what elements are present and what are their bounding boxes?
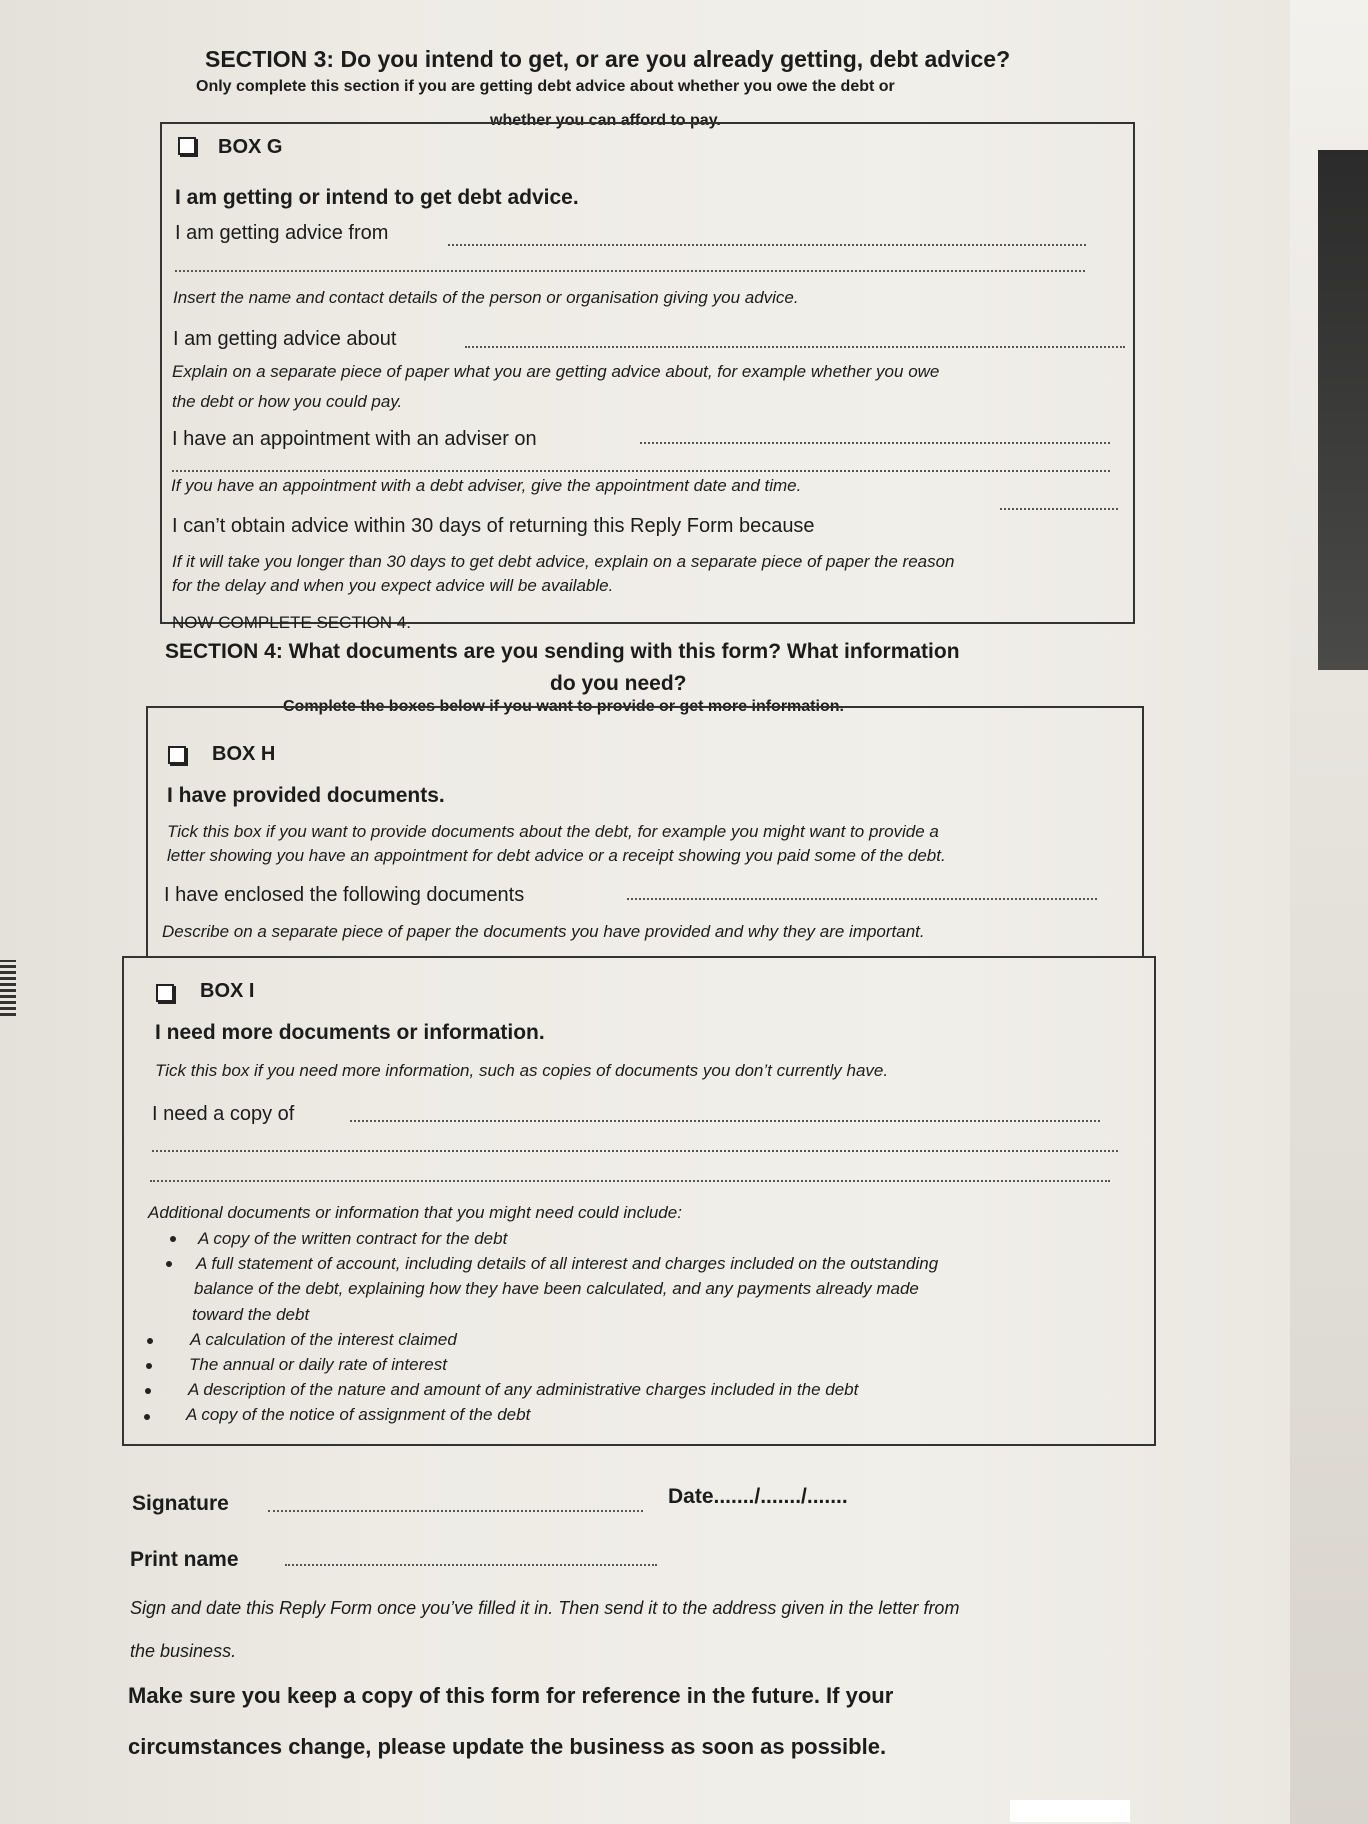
box-h-label: BOX H <box>212 743 276 765</box>
section4-title-line1: SECTION 4: What documents are you sending with this form? What information <box>165 640 960 663</box>
box-g-checkbox[interactable] <box>178 137 196 155</box>
now-complete-section4: NOW COMPLETE SECTION 4. <box>172 613 411 632</box>
section3-title: SECTION 3: Do you intend to get, or are you already getting, debt advice? <box>205 46 1011 72</box>
box-h-heading: I have provided documents. <box>167 784 445 807</box>
date-field[interactable]: Date......./......./....... <box>668 1485 848 1508</box>
box-h-describe: Describe on a separate piece of paper the documents you have provided and why they are important. <box>162 922 925 941</box>
box-g-heading: I am getting or intend to get debt advice. <box>175 186 579 209</box>
advice-about-field[interactable] <box>465 346 1125 348</box>
enclosed-documents-field[interactable] <box>627 898 1097 900</box>
box-i-label: BOX I <box>200 980 255 1002</box>
keep-copy-line1: Make sure you keep a copy of this form for reference in the future. If your <box>128 1683 894 1708</box>
keep-copy-line2: circumstances change, please update the business as soon as possible. <box>128 1734 887 1759</box>
appointment-field-line2[interactable] <box>172 470 1110 472</box>
bullet <box>170 1236 176 1242</box>
advice-from-field[interactable] <box>448 244 1086 246</box>
dark-background-corner <box>1318 150 1368 670</box>
instruction-line1: Sign and date this Reply Form once you’ve filled it in. Then send it to the address given in the letter from <box>130 1598 960 1618</box>
advice-from-field-line2[interactable] <box>175 270 1085 272</box>
need-copy-field-line3[interactable] <box>150 1180 1110 1182</box>
section4-title-line2: do you need? <box>550 672 687 695</box>
box-g-label: BOX G <box>218 136 283 158</box>
box-h-help-line2: letter showing you have an appointment for debt advice or a receipt showing you paid some of the debt. <box>167 846 946 865</box>
section3-subtitle-line2: whether you can afford to pay. <box>490 112 721 129</box>
side-barcode <box>0 960 16 1016</box>
bullet <box>147 1338 153 1344</box>
additional-intro: Additional documents or information that you might need could include: <box>148 1203 682 1222</box>
advice-about-help-line1: Explain on a separate piece of paper what you are getting advice about, for example whether you owe <box>172 362 940 381</box>
signature-label: Signature <box>132 1492 229 1515</box>
enclosed-documents-label: I have enclosed the following documents <box>164 884 525 906</box>
advice-about-help-line2: the debt or how you could pay. <box>172 392 403 411</box>
need-copy-field-line2[interactable] <box>152 1150 1118 1152</box>
print-name-field[interactable] <box>285 1564 657 1566</box>
appointment-field[interactable] <box>640 442 1110 444</box>
bullet <box>146 1363 152 1369</box>
section4-subtitle: Complete the boxes below if you want to provide or get more information. <box>283 698 844 715</box>
advice-from-label: I am getting advice from <box>175 222 389 244</box>
redaction-block <box>1010 1800 1130 1822</box>
list-item: A full statement of account, including details of all interest and charges included on the outstanding <box>196 1254 939 1273</box>
list-item: A calculation of the interest claimed <box>190 1330 457 1349</box>
bullet <box>166 1261 172 1267</box>
box-i-help: Tick this box if you need more information, such as copies of documents you don’t currently have. <box>155 1061 889 1080</box>
box-i-heading: I need more documents or information. <box>155 1021 545 1044</box>
box-i-checkbox[interactable] <box>156 984 174 1002</box>
bullet <box>145 1388 151 1394</box>
print-name-label: Print name <box>130 1548 239 1571</box>
bullet <box>144 1414 150 1420</box>
section3-subtitle-line1: Only complete this section if you are getting debt advice about whether you owe the debt or <box>196 78 895 95</box>
box-h-help-line1: Tick this box if you want to provide documents about the debt, for example you might want to provide a <box>167 822 939 841</box>
list-item-continued: toward the debt <box>192 1305 310 1324</box>
advice-about-label: I am getting advice about <box>173 328 397 350</box>
cant-obtain-help-line1: If it will take you longer than 30 days to get debt advice, explain on a separate piece of paper the reason <box>172 552 955 571</box>
need-copy-field[interactable] <box>350 1120 1100 1122</box>
list-item: A description of the nature and amount of any administrative charges included in the debt <box>188 1380 859 1399</box>
box-h-checkbox[interactable] <box>168 746 186 764</box>
list-item: A copy of the written contract for the debt <box>198 1229 508 1248</box>
need-copy-label: I need a copy of <box>152 1103 295 1125</box>
advice-from-help: Insert the name and contact details of the person or organisation giving you advice. <box>173 288 799 307</box>
appointment-label: I have an appointment with an adviser on <box>172 428 537 450</box>
cant-obtain-field[interactable] <box>1000 508 1118 510</box>
list-item: A copy of the notice of assignment of the debt <box>186 1405 531 1424</box>
instruction-line2: the business. <box>130 1641 237 1661</box>
cant-obtain-label: I can’t obtain advice within 30 days of returning this Reply Form because <box>172 515 815 537</box>
cant-obtain-help-line2: for the delay and when you expect advice will be available. <box>172 576 614 595</box>
appointment-help: If you have an appointment with a debt adviser, give the appointment date and time. <box>171 476 802 495</box>
list-item: The annual or daily rate of interest <box>189 1355 447 1374</box>
signature-field[interactable] <box>268 1510 643 1512</box>
list-item-continued: balance of the debt, explaining how they have been calculated, and any payments already made <box>194 1279 919 1298</box>
